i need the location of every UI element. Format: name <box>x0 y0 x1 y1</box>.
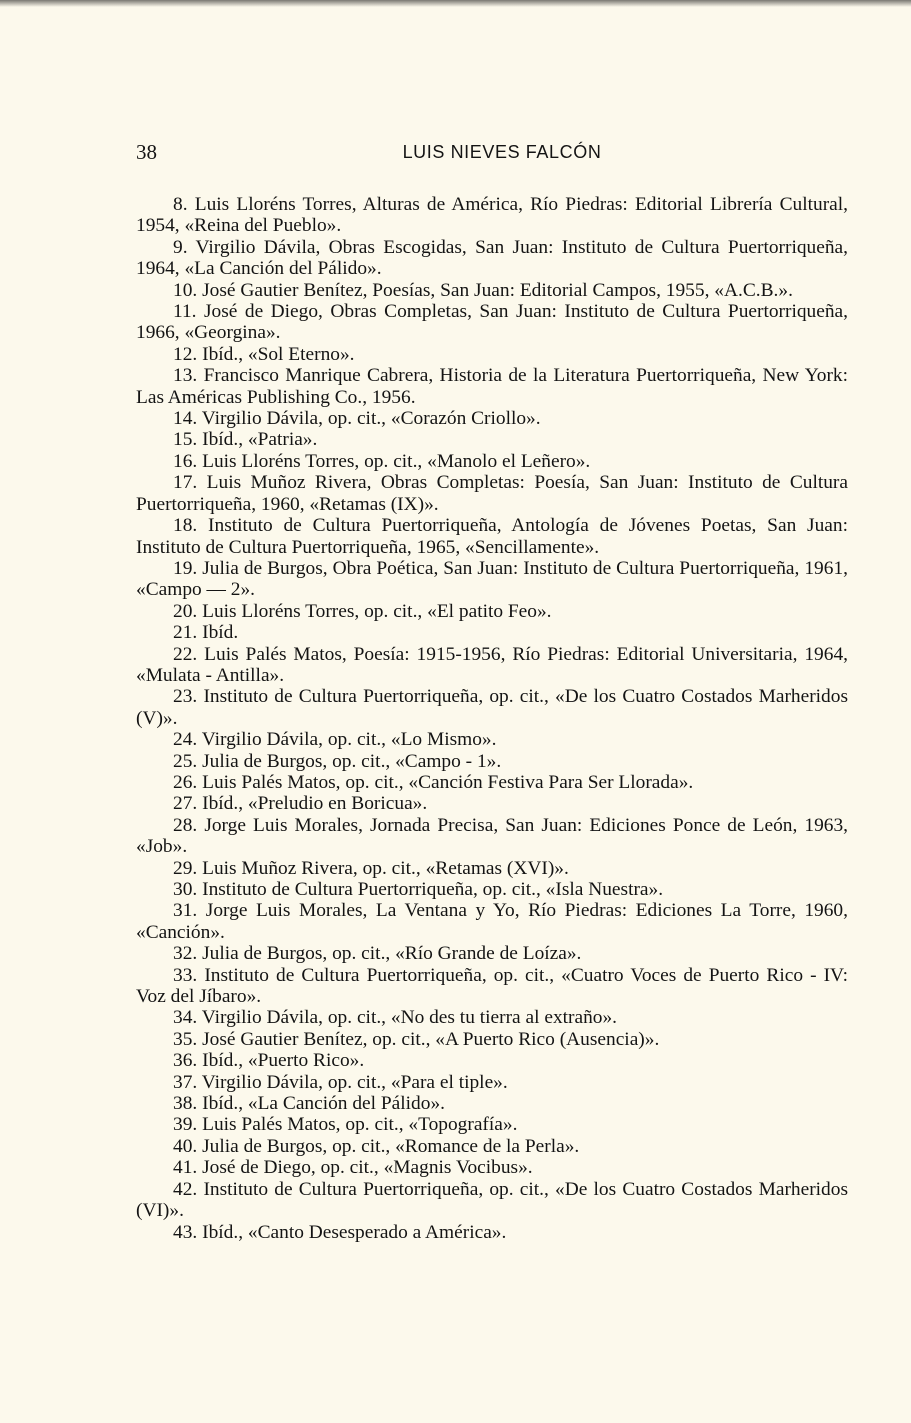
endnote-text: Instituto de Cultura Puertorriqueña, op. cit., «Cuatro Voces de Puerto Rico - IV: Voz del Jíbaro». <box>136 964 848 1008</box>
endnote-item <box>136 472 848 515</box>
endnote-number: 43. <box>173 1221 198 1243</box>
endnote-item <box>136 965 848 1008</box>
endnote-text: José Gautier Benítez, op. cit., «A Puerto Rico (Ausencia)». <box>202 1028 660 1050</box>
endnote-item <box>136 1093 848 1114</box>
endnote-text: Instituto de Cultura Puertorriqueña, Antología de Jóvenes Poetas, San Juan: Instituto de Cultura Puertorriqueña, 1965, «Sencillamente». <box>136 515 848 558</box>
endnote-number: 37. <box>173 1071 198 1093</box>
endnote-text: Julia de Burgos, Obra Poética, San Juan: Instituto de Cultura Puertorriqueña, 1961, «Campo — 2». <box>136 557 848 601</box>
endnote-number: 28. <box>173 814 198 836</box>
endnote-number: 21. <box>173 622 198 644</box>
endnote-number: 29. <box>173 857 198 879</box>
endnote-number: 42. <box>173 1178 198 1200</box>
endnote-text: Julia de Burgos, op. cit., «Campo - 1». <box>202 750 502 772</box>
endnote-item <box>136 558 848 601</box>
endnote-text: Ibíd., «Preludio en Boricua». <box>202 793 428 815</box>
endnote-number: 34. <box>173 1007 198 1029</box>
endnote-number: 14. <box>173 408 198 430</box>
endnote-text: Francisco Manrique Cabrera, Historia de la Literatura Puertorriqueña, New York: Las Américas Publishing Co., 1956. <box>136 365 848 408</box>
endnote-item <box>136 280 848 301</box>
endnote-number: 38. <box>173 1093 198 1115</box>
endnote-number: 35. <box>173 1028 198 1050</box>
endnote-item <box>136 879 848 900</box>
endnote-number: 15. <box>173 429 198 451</box>
endnote-number: 18. <box>173 515 198 537</box>
endnote-item <box>136 644 848 687</box>
endnote-number: 9. <box>173 236 188 258</box>
page-header <box>136 140 848 168</box>
endnote-number: 19. <box>173 557 198 579</box>
endnotes-list <box>136 194 848 1243</box>
endnote-item <box>136 194 848 237</box>
endnote-item <box>136 344 848 365</box>
endnote-number: 33. <box>173 964 198 986</box>
endnote-text: José de Diego, Obras Completas, San Juan: Instituto de Cultura Puertorriqueña, 1966, «Georgina». <box>136 301 848 344</box>
endnote-text: Instituto de Cultura Puertorriqueña, op. cit., «Isla Nuestra». <box>202 879 664 900</box>
endnote-item <box>136 858 848 879</box>
endnote-item <box>136 1072 848 1093</box>
endnote-text: Luis Lloréns Torres, op. cit., «Manolo el Leñero». <box>202 450 591 472</box>
endnote-number: 11. <box>173 301 197 323</box>
endnote-item <box>136 515 848 558</box>
endnote-number: 40. <box>173 1135 198 1157</box>
endnote-text: Luis Muñoz Rivera, Obras Completas: Poesía, San Juan: Instituto de Cultura Puertorriqueña, 1960, «Retamas (IX)». <box>136 472 848 515</box>
endnote-text: Ibíd., «Sol Eterno». <box>202 343 355 365</box>
endnote-text: José de Diego, op. cit., «Magnis Vocibus». <box>202 1157 533 1179</box>
endnote-number: 27. <box>173 793 198 815</box>
endnote-number: 16. <box>173 450 198 472</box>
endnote-number: 23. <box>173 686 198 708</box>
endnote-item <box>136 1222 848 1243</box>
endnote-item <box>136 772 848 793</box>
endnote-text: Luis Palés Matos, op. cit., «Topografía». <box>202 1114 518 1136</box>
endnote-text: Virgilio Dávila, op. cit., «Lo Mismo». <box>201 729 497 751</box>
endnote-text: Ibíd., «La Canción del Pálido». <box>202 1093 445 1115</box>
endnote-text: Virgilio Dávila, op. cit., «Corazón Criollo». <box>201 408 541 430</box>
endnote-number: 13. <box>173 365 198 387</box>
endnote-number: 36. <box>173 1050 198 1072</box>
endnote-item <box>136 237 848 280</box>
endnote-number: 24. <box>173 729 198 751</box>
endnote-item <box>136 1050 848 1071</box>
endnote-item <box>136 1157 848 1178</box>
endnote-text: Virgilio Dávila, Obras Escogidas, San Juan: Instituto de Cultura Puertorriqueña, 1964, «La Canción del Pálido». <box>136 236 848 280</box>
endnote-item <box>136 429 848 450</box>
endnote-text: Luis Lloréns Torres, op. cit., «El patito Feo». <box>202 600 552 622</box>
endnote-item <box>136 601 848 622</box>
endnote-number: 30. <box>173 879 198 900</box>
endnote-text: Julia de Burgos, op. cit., «Romance de la Perla». <box>202 1135 580 1157</box>
endnote-text: Julia de Burgos, op. cit., «Río Grande de Loíza». <box>202 943 582 965</box>
endnote-item <box>136 793 848 814</box>
endnote-text: Luis Lloréns Torres, Alturas de América, Río Piedras: Editorial Librería Cultural, 1954, «Reina del Pueblo». <box>136 194 848 237</box>
page-number: 38 <box>136 140 157 164</box>
endnote-item <box>136 815 848 858</box>
endnote-item <box>136 1029 848 1050</box>
page-top-edge <box>0 0 911 7</box>
endnote-item <box>136 365 848 408</box>
endnote-number: 12. <box>173 343 198 365</box>
endnote-text: Luis Palés Matos, op. cit., «Canción Festiva Para Ser Llorada». <box>202 771 694 793</box>
endnote-number: 39. <box>173 1114 198 1136</box>
endnote-text: Instituto de Cultura Puertorriqueña, op. cit., «De los Cuatro Costados Marheridos (VI)». <box>136 1178 848 1222</box>
endnote-text: Luis Muñoz Rivera, op. cit., «Retamas (XVI)». <box>202 857 569 879</box>
endnote-item <box>136 1179 848 1222</box>
endnote-text: Ibíd. <box>202 622 239 644</box>
endnote-text: Ibíd., «Canto Desesperado a América». <box>202 1221 507 1243</box>
endnote-text: Instituto de Cultura Puertorriqueña, op. cit., «De los Cuatro Costados Marheridos (V)». <box>136 686 848 729</box>
endnote-text: Luis Palés Matos, Poesía: 1915-1956, Río Piedras: Editorial Universitaria, 1964, «Mulata - Antilla». <box>136 643 848 686</box>
endnote-item <box>136 451 848 472</box>
endnote-item <box>136 1007 848 1028</box>
endnote-item <box>136 729 848 750</box>
endnote-text: Jorge Luis Morales, Jornada Precisa, San Juan: Ediciones Ponce de León, 1963, «Job». <box>136 814 849 858</box>
endnote-text: José Gautier Benítez, Poesías, San Juan: Editorial Campos, 1955, «A.C.B.». <box>202 279 793 301</box>
endnote-item <box>136 1136 848 1157</box>
endnote-item <box>136 686 848 729</box>
endnote-item <box>136 1114 848 1135</box>
endnote-item <box>136 900 848 943</box>
endnote-text: Jorge Luis Morales, La Ventana y Yo, Río Piedras: Ediciones La Torre, 1960, «Canción». <box>136 900 848 943</box>
endnote-number: 22. <box>173 643 198 665</box>
endnote-number: 25. <box>173 750 198 772</box>
endnote-text: Virgilio Dávila, op. cit., «No des tu tierra al extraño». <box>201 1007 618 1029</box>
endnote-text: Ibíd., «Patria». <box>202 429 318 451</box>
endnote-number: 20. <box>173 600 198 622</box>
endnote-number: 8. <box>173 194 188 215</box>
endnote-item <box>136 301 848 344</box>
endnote-number: 41. <box>173 1157 198 1179</box>
endnote-text: Virgilio Dávila, op. cit., «Para el tiple». <box>201 1071 508 1093</box>
endnote-number: 31. <box>173 900 198 922</box>
endnote-number: 26. <box>173 771 198 793</box>
endnote-item <box>136 408 848 429</box>
running-head: LUIS NIEVES FALCÓN <box>402 142 602 162</box>
endnote-number: 10. <box>173 279 198 301</box>
endnote-item <box>136 751 848 772</box>
endnote-number: 17. <box>173 472 198 494</box>
endnote-number: 32. <box>173 943 198 965</box>
endnote-text: Ibíd., «Puerto Rico». <box>202 1050 365 1072</box>
endnote-item <box>136 622 848 643</box>
endnote-item <box>136 943 848 964</box>
